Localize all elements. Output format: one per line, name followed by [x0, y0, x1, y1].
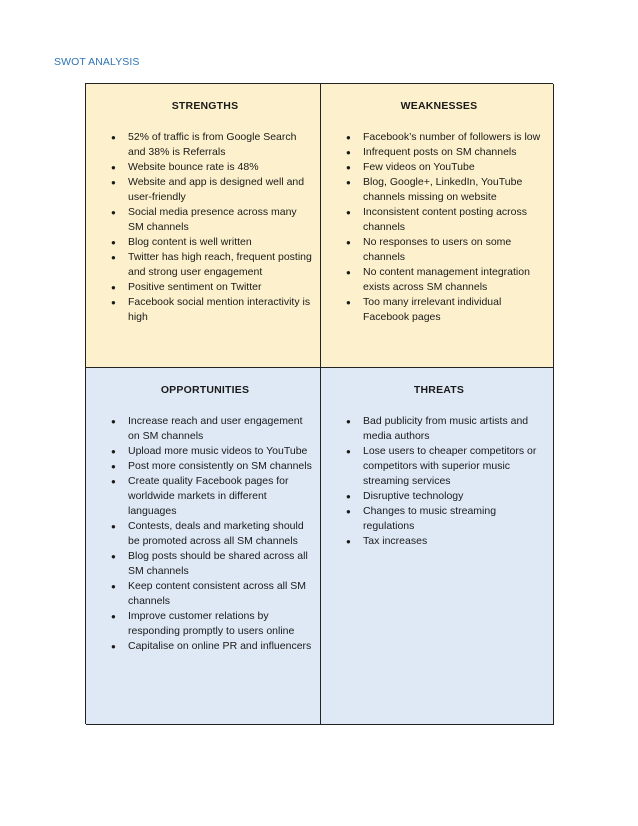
list-item: ● Keep content consistent across all SM channels: [96, 579, 314, 609]
list-item: ● Lose users to cheaper competitors or competitors with superior music streaming services: [331, 444, 547, 489]
list-item: ● Social media presence across many SM channels: [96, 205, 314, 235]
list-item: ● Disruptive technology: [331, 489, 547, 504]
threats-cell: [321, 368, 554, 725]
list-item: ● Few videos on YouTube: [331, 160, 547, 175]
list-item: ● No responses to users on some channels: [331, 235, 547, 265]
list-item: ● Blog content is well written: [96, 235, 314, 250]
list-item: ● Tax increases: [331, 534, 547, 549]
list-item: ● Create quality Facebook pages for worldwide markets in different languages: [96, 474, 314, 519]
strengths-heading: STRENGTHS: [171, 100, 239, 112]
threats-heading: THREATS: [413, 384, 465, 396]
list-item: ● Twitter has high reach, frequent posting and strong user engagement: [96, 250, 314, 280]
weaknesses-heading: WEAKNESSES: [400, 100, 478, 112]
list-item: ● Website and app is designed well and user-friendly: [96, 175, 314, 205]
strengths-cell: [86, 84, 321, 368]
swot-table: [85, 83, 553, 724]
list-item: ● Bad publicity from music artists and media authors: [331, 414, 547, 444]
list-item: ● Blog, Google+, LinkedIn, YouTube channels missing on website: [331, 175, 547, 205]
list-item: ● Too many irrelevant individual Facebook pages: [331, 295, 547, 325]
threats-list: [331, 414, 547, 549]
weaknesses-cell: [321, 84, 554, 368]
list-item: ● Website bounce rate is 48%: [96, 160, 314, 175]
list-item: ● Upload more music videos to YouTube: [96, 444, 314, 459]
list-item: ● Capitalise on online PR and influencers: [96, 639, 314, 654]
weaknesses-list: [331, 130, 547, 325]
opportunities-cell: [86, 368, 321, 725]
list-item: ● Contests, deals and marketing should be promoted across all SM channels: [96, 519, 314, 549]
list-item: ● Facebook social mention interactivity is high: [96, 295, 314, 325]
list-item: ● Infrequent posts on SM channels: [331, 145, 547, 160]
list-item: ● Facebook’s number of followers is low: [331, 130, 547, 145]
opportunities-list: [96, 414, 314, 654]
list-item: ● 52% of traffic is from Google Search and 38% is Referrals: [96, 130, 314, 160]
list-item: ● Increase reach and user engagement on SM channels: [96, 414, 314, 444]
list-item: ● Improve customer relations by responding promptly to users online: [96, 609, 314, 639]
page-title: SWOT ANALYSIS: [54, 56, 140, 68]
list-item: ● No content management integration exists across SM channels: [331, 265, 547, 295]
opportunities-heading: OPPORTUNITIES: [160, 384, 250, 396]
list-item: ● Blog posts should be shared across all SM channels: [96, 549, 314, 579]
list-item: ● Positive sentiment on Twitter: [96, 280, 314, 295]
list-item: ● Post more consistently on SM channels: [96, 459, 314, 474]
strengths-list: [96, 130, 314, 325]
list-item: ● Changes to music streaming regulations: [331, 504, 547, 534]
list-item: ● Inconsistent content posting across channels: [331, 205, 547, 235]
